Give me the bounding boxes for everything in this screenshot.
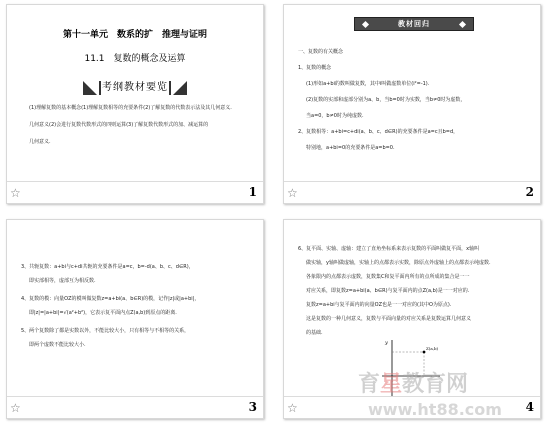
content-line: 即实部相等，虚部互为相反数. — [29, 278, 96, 284]
unit-title: 第十一单元 数系的扩 推理与证明 — [62, 30, 207, 40]
content-line: 一、复数的有关概念 — [298, 49, 344, 55]
section-header — [354, 17, 474, 31]
star-outline-icon: ☆ — [10, 186, 21, 200]
banner-right-triangle-icon — [173, 81, 187, 95]
banner-left-triangle-icon — [83, 81, 97, 95]
section-header-text: 教材回归 — [398, 20, 430, 28]
point-z — [423, 351, 426, 354]
page-number: 1 — [248, 185, 257, 199]
content-line: 4、复数的模：向量OZ的模叫做复数z=a+bi(a、b∈R)的模，记作|z|或|a+bi|， — [21, 296, 200, 302]
star-outline-icon: ☆ — [287, 186, 298, 200]
content-line: 当a=0，b≠0时为纯虚数. — [306, 113, 364, 119]
content-line: (2)复数的实部和虚部分别为a、b，当b=0时为实数，当b≠0时为虚数， — [306, 97, 466, 103]
page-number: 3 — [248, 400, 257, 414]
slide-footer — [7, 181, 263, 203]
content-line: 复数z=a+bi与复平面内的向量OZ也是一一对应的(其中O为原点). — [306, 302, 452, 308]
slide-footer — [284, 181, 540, 203]
content-line: 做实轴，y轴叫做虚轴，实轴上的点都表示实数，除原点外虚轴上的点都表示纯虚数. — [306, 260, 491, 266]
banner-right-bar — [169, 81, 171, 95]
point-label: Z(a,b) — [426, 346, 439, 351]
content-line: 特别地，a+bi=0的充要条件是a=b=0. — [306, 145, 395, 151]
syllabus-banner — [83, 79, 187, 97]
section-subtitle: 11.1 复数的概念及运算 — [84, 54, 186, 64]
page-number: 4 — [525, 400, 534, 414]
content-line: 5、两个复数除了都是实数以外，不能比较大小，只有相等与不相等的关系， — [21, 328, 190, 334]
watermark-url: www.ht88.com — [368, 400, 502, 419]
page-number: 2 — [525, 185, 534, 199]
slide-1[interactable] — [6, 4, 264, 204]
content-line: 1、复数的概念 — [298, 65, 332, 71]
slide-footer — [7, 396, 263, 418]
syllabus-line: 几何意义. — [29, 139, 51, 145]
content-line: 对应关系，即复数z=a+bi(a、b∈R)与复平面内的点Z(a,b)是一一对应的. — [306, 288, 470, 294]
syllabus-line: 几何意义(2)会进行复数代数形式的四则运算(3)了解复数代数形式的加、减运算的 — [29, 122, 209, 128]
content-line: 的基础. — [306, 330, 323, 336]
content-line: 即两个虚数不能比较大小. — [29, 342, 86, 348]
slide-2[interactable] — [283, 4, 541, 204]
content-line: 即|z|=|a+bi|=√(a²+b²)，它表示复平面内点Z(a,b)到原点的距离. — [29, 310, 177, 316]
content-line: 6、复平面、实轴、虚轴：建立了直角坐标系来表示复数的平面叫做复平面，x轴叫 — [298, 246, 480, 252]
watermark-logo-text: 育星教育网 — [358, 372, 469, 397]
banner-text: 考纲教材要览 — [102, 82, 168, 93]
y-axis-label: y — [385, 340, 388, 346]
content-line: 2、复数相等：a+bi=c+di(a、b、c、d∈R)的充要条件是a=c且b=d， — [298, 129, 459, 135]
star-outline-icon: ☆ — [10, 401, 21, 415]
site-watermark — [354, 372, 544, 428]
content-line: (1)形如a+bi的数叫做复数，其中i叫做虚数单位(i²=-1). — [306, 81, 430, 87]
star-outline-icon: ☆ — [287, 401, 298, 415]
slide-3[interactable] — [6, 219, 264, 419]
content-line: 这是复数的一种几何意义，复数与平面向量的对应关系是复数运算几何意义 — [306, 316, 472, 322]
syllabus-line: (1)理解复数的基本概念(1)理解复数相等的充要条件(2)了解复数的代数表示法及其几何意义. — [29, 105, 232, 111]
content-line: 3、共轭复数：a+bi与c+di共轭的充要条件是a=c，b=-d(a、b、c、d∈R)， — [21, 264, 194, 270]
content-line: 各象限内的点都表示虚数，复数集C和复平面内所有的点所成的集合是一一 — [306, 274, 470, 280]
